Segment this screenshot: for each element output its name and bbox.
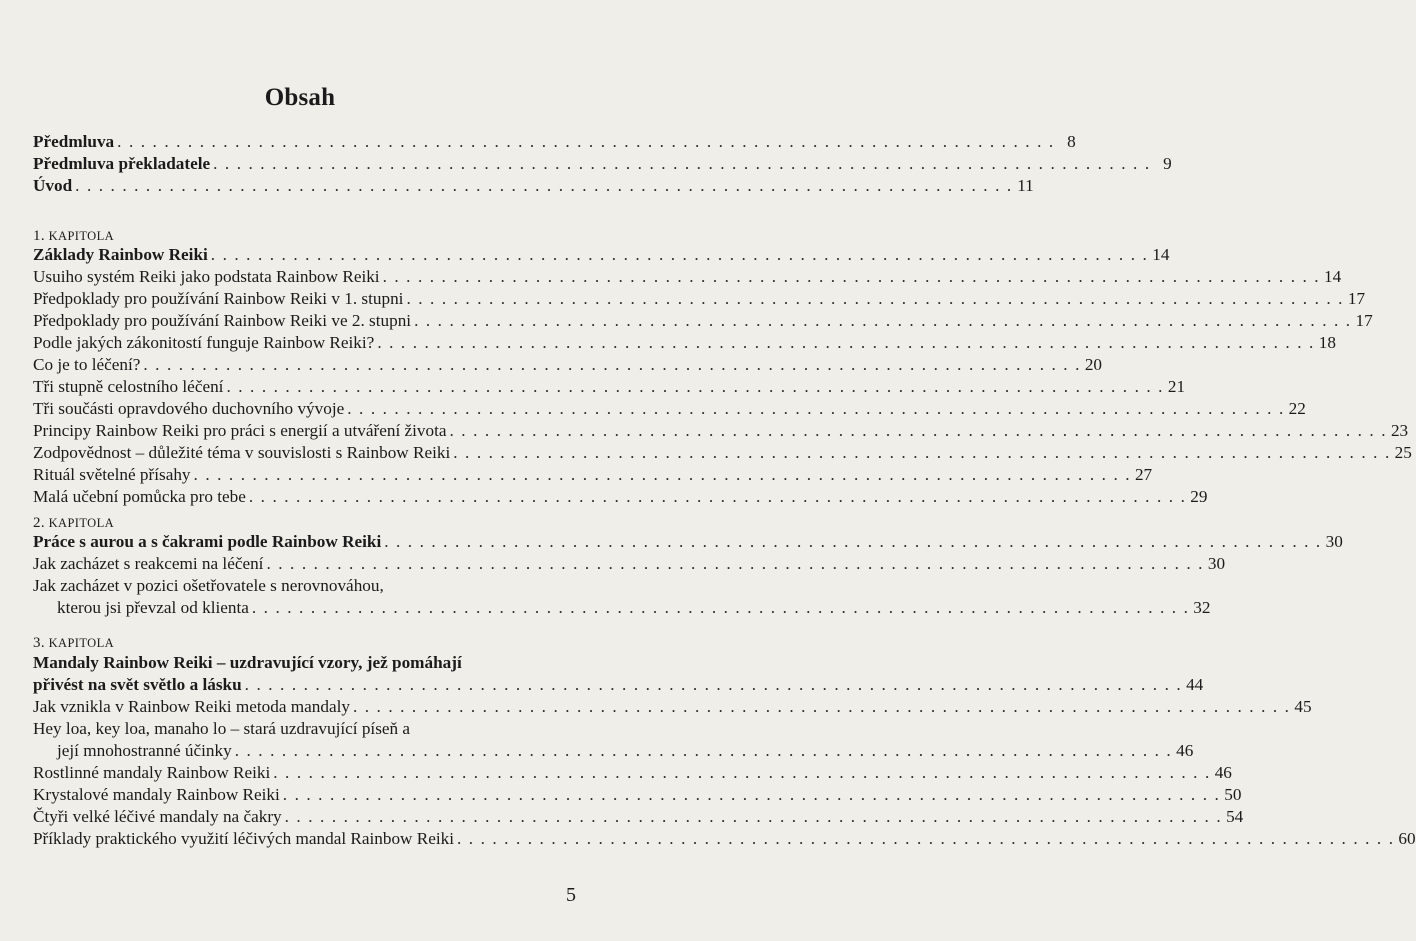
- toc-entry: [33, 398, 1306, 420]
- toc-entry-title: Jak vznikla v Rainbow Reiki metoda mandaly: [33, 697, 350, 716]
- toc-leader-dots: . . . . . . . . . . . . . . . . . . . . . . . . . . . . . . . . . . . . . . . . . . . . . . . . . . . . . . . . . . . . . . . . . . . . . . . . . . . . . . . .: [244, 675, 1183, 694]
- toc-leader-dots: . . . . . . . . . . . . . . . . . . . . . . . . . . . . . . . . . . . . . . . . . . . . . . . . . . . . . . . . . . . . . . . . . . . . . . . . . . . . . . . .: [352, 697, 1291, 716]
- toc-entry-foreword: [33, 131, 1076, 153]
- toc-entry-page: 25: [1394, 443, 1412, 462]
- toc-entry-title: Zodpovědnost – důležité téma v souvislosti s Rainbow Reiki: [33, 443, 451, 462]
- toc-entry-title: Malá učební pomůcka pro tebe: [33, 487, 246, 506]
- toc-leader-dots: . . . . . . . . . . . . . . . . . . . . . . . . . . . . . . . . . . . . . . . . . . . . . . . . . . . . . . . . . . . . . . . . . . . . . . . . . . . . . . . .: [213, 154, 1151, 173]
- chapter-heading-1: [33, 228, 114, 244]
- toc-entry-title: Usuiho systém Reiki jako podstata Rainbow Reiki: [33, 267, 380, 286]
- chapter-number: 1.: [33, 228, 46, 244]
- toc-leader-dots: . . . . . . . . . . . . . . . . . . . . . . . . . . . . . . . . . . . . . . . . . . . . . . . . . . . . . . . . . . . . . . . . . . . . . . . . . . . . . . . .: [117, 132, 1055, 151]
- toc-entry-title: Základy Rainbow Reiki: [33, 245, 208, 264]
- toc-entry-page: 27: [1134, 465, 1153, 484]
- toc-entry-title: Tři součásti opravdového duchovního vývoje: [33, 399, 345, 418]
- toc-entry-continuation: [57, 597, 1211, 619]
- toc-entry-title: Jak zacházet s reakcemi na léčení: [33, 554, 264, 573]
- toc-entry-title: Předmluva: [33, 132, 115, 151]
- toc-leader-dots: . . . . . . . . . . . . . . . . . . . . . . . . . . . . . . . . . . . . . . . . . . . . . . . . . . . . . . . . . . . . . . . . . . . . . . . . . . . . . . . .: [75, 176, 1013, 195]
- toc-entry-page: 29: [1190, 487, 1208, 506]
- toc-entry-title: Předpoklady pro používání Rainbow Reiki v 1. stupni: [33, 289, 404, 308]
- toc-entry-page: 32: [1193, 598, 1211, 617]
- toc-entry-page: 46: [1176, 741, 1194, 760]
- toc-leader-dots: . . . . . . . . . . . . . . . . . . . . . . . . . . . . . . . . . . . . . . . . . . . . . . . . . . . . . . . . . . . . . . . . . . . . . . . . . . . . . . . .: [384, 532, 1322, 551]
- toc-entry: [33, 266, 1342, 288]
- toc-entry-title: Rituál světelné přísahy: [33, 465, 191, 484]
- toc-leader-dots: . . . . . . . . . . . . . . . . . . . . . . . . . . . . . . . . . . . . . . . . . . . . . . . . . . . . . . . . . . . . . . . . . . . . . . . . . . . . . . . .: [377, 333, 1315, 352]
- toc-entry-title: Předmluva překladatele: [33, 154, 211, 173]
- toc-entry-title: Čtyři velké léčivé mandaly na čakry: [33, 807, 282, 826]
- toc-leader-dots: . . . . . . . . . . . . . . . . . . . . . . . . . . . . . . . . . . . . . . . . . . . . . . . . . . . . . . . . . . . . . . . . . . . . . . . . . . . . . . . .: [382, 267, 1321, 286]
- toc-entry-title: Krystalové mandaly Rainbow Reiki: [33, 785, 280, 804]
- toc-leader-dots: . . . . . . . . . . . . . . . . . . . . . . . . . . . . . . . . . . . . . . . . . . . . . . . . . . . . . . . . . . . . . . . . . . . . . . . . . . . . . . . .: [347, 399, 1285, 418]
- chapter-number: 3.: [33, 635, 46, 651]
- toc-entry: [33, 442, 1412, 464]
- toc-entry: [33, 288, 1366, 310]
- toc-entry-title: Jak zacházet v pozici ošetřovatele s nerovnováhou,: [33, 576, 384, 595]
- chapter-label: KAPITOLA: [48, 229, 115, 243]
- toc-entry-introduction: [33, 175, 1034, 197]
- toc-entry-title: její mnohostranné účinky: [57, 741, 232, 760]
- toc-entry-page: 30: [1207, 554, 1226, 573]
- toc-entry: [33, 244, 1170, 266]
- toc-leader-dots: . . . . . . . . . . . . . . . . . . . . . . . . . . . . . . . . . . . . . . . . . . . . . . . . . . . . . . . . . . . . . . . . . . . . . . . . . . . . . . . .: [226, 377, 1165, 396]
- toc-leader-dots: . . . . . . . . . . . . . . . . . . . . . . . . . . . . . . . . . . . . . . . . . . . . . . . . . . . . . . . . . . . . . . . . . . . . . . . . . . . . . . . .: [210, 245, 1149, 264]
- toc-entry: [33, 464, 1153, 486]
- toc-entry-title: Předpoklady pro používání Rainbow Reiki ve 2. stupni: [33, 311, 412, 330]
- toc-leader-dots: . . . . . . . . . . . . . . . . . . . . . . . . . . . . . . . . . . . . . . . . . . . . . . . . . . . . . . . . . . . . . . . . . . . . . . . . . . . . . . . .: [143, 355, 1081, 374]
- toc-entry: [33, 354, 1102, 376]
- toc-entry-page: 14: [1152, 245, 1170, 264]
- toc-entry: [33, 762, 1232, 784]
- chapter-label: KAPITOLA: [48, 636, 115, 650]
- toc-leader-dots: . . . . . . . . . . . . . . . . . . . . . . . . . . . . . . . . . . . . . . . . . . . . . . . . . . . . . . . . . . . . . . . . . . . . . . . . . . . . . . . .: [284, 807, 1223, 826]
- toc-leader-dots: . . . . . . . . . . . . . . . . . . . . . . . . . . . . . . . . . . . . . . . . . . . . . . . . . . . . . . . . . . . . . . . . . . . . . . . . . . . . . . . .: [266, 554, 1205, 573]
- toc-entry-page: 44: [1186, 675, 1204, 694]
- page-title: Obsah: [264, 84, 336, 111]
- toc-entry-page: 14: [1324, 267, 1342, 286]
- toc-entry: [33, 310, 1373, 332]
- toc-entry-title: Práce s aurou a s čakrami podle Rainbow Reiki: [33, 532, 382, 551]
- toc-entry-page: 46: [1214, 763, 1232, 782]
- toc-entry-title: Principy Rainbow Reiki pro práci s energií a utváření života: [33, 421, 447, 440]
- chapter-number: 2.: [33, 515, 46, 531]
- toc-entry-title: Příklady praktického využití léčivých mandal Rainbow Reiki: [33, 829, 454, 848]
- chapter-label: KAPITOLA: [48, 516, 115, 530]
- toc-entry: [33, 828, 1416, 850]
- toc-entry: [33, 531, 1343, 553]
- toc-entry-translator-foreword: [33, 153, 1172, 175]
- toc-leader-dots: . . . . . . . . . . . . . . . . . . . . . . . . . . . . . . . . . . . . . . . . . . . . . . . . . . . . . . . . . . . . . . . . . . . . . . . . . . . . . . . .: [248, 487, 1187, 506]
- toc-entry: [33, 806, 1244, 828]
- toc-entry-page: 9: [1163, 154, 1172, 173]
- toc-entry: [33, 332, 1336, 354]
- toc-entry: [33, 718, 561, 740]
- toc-entry: [33, 420, 1409, 442]
- toc-entry-page: 30: [1325, 532, 1343, 551]
- toc-entry-page: 18: [1318, 333, 1336, 352]
- toc-leader-dots: . . . . . . . . . . . . . . . . . . . . . . . . . . . . . . . . . . . . . . . . . . . . . . . . . . . . . . . . . . . . . . . . . . . . . . . . . . . . . . . .: [453, 443, 1391, 462]
- toc-entry-page: 17: [1355, 311, 1373, 330]
- toc-entry-title: Mandaly Rainbow Reiki – uzdravující vzory, jež pomáhají: [33, 653, 462, 672]
- toc-entry-title: Úvod: [33, 176, 73, 195]
- toc-entry-title: Tři stupně celostního léčení: [33, 377, 224, 396]
- toc-entry-title: Rostlinné mandaly Rainbow Reiki: [33, 763, 271, 782]
- toc-entry-title: Co je to léčení?: [33, 355, 141, 374]
- toc-entry-page: 50: [1224, 785, 1242, 804]
- toc-entry-title: Hey loa, key loa, manaho lo – stará uzdravující píseň a: [33, 719, 411, 738]
- toc-entry-page: 11: [1017, 176, 1034, 195]
- toc-entry-page: 8: [1067, 132, 1076, 151]
- toc-entry-page: 17: [1347, 289, 1366, 308]
- toc-leader-dots: . . . . . . . . . . . . . . . . . . . . . . . . . . . . . . . . . . . . . . . . . . . . . . . . . . . . . . . . . . . . . . . . . . . . . . . . . . . . . . . .: [251, 598, 1190, 617]
- toc-leader-dots: . . . . . . . . . . . . . . . . . . . . . . . . . . . . . . . . . . . . . . . . . . . . . . . . . . . . . . . . . . . . . . . . . . . . . . . . . . . . . . . .: [234, 741, 1173, 760]
- toc-entry-page: 21: [1167, 377, 1186, 396]
- toc-entry: [33, 553, 1226, 575]
- toc-leader-dots: . . . . . . . . . . . . . . . . . . . . . . . . . . . . . . . . . . . . . . . . . . . . . . . . . . . . . . . . . . . . . . . . . . . . . . . . . . . . . . . .: [414, 311, 1352, 330]
- toc-entry-page: 45: [1294, 697, 1312, 716]
- chapter-heading-3: [33, 635, 114, 651]
- toc-entry: [33, 784, 1242, 806]
- toc-leader-dots: . . . . . . . . . . . . . . . . . . . . . . . . . . . . . . . . . . . . . . . . . . . . . . . . . . . . . . . . . . . . . . . . . . . . . . . . . . . . . . . .: [193, 465, 1132, 484]
- toc-entry-title: kterou jsi převzal od klienta: [57, 598, 249, 617]
- toc-entry-page: 54: [1226, 807, 1244, 826]
- toc-entry-page: 60: [1398, 829, 1416, 848]
- toc-leader-dots: . . . . . . . . . . . . . . . . . . . . . . . . . . . . . . . . . . . . . . . . . . . . . . . . . . . . . . . . . . . . . . . . . . . . . . . . . . . . . . . .: [449, 421, 1388, 440]
- toc-entry-title: Podle jakých zákonitostí funguje Rainbow Reiki?: [33, 333, 375, 352]
- toc-entry-continuation: [33, 674, 1204, 696]
- toc-entry: [33, 575, 561, 597]
- toc-entry-title: přivést na svět světlo a lásku: [33, 675, 242, 694]
- chapter-heading-2: [33, 515, 114, 531]
- toc-leader-dots: . . . . . . . . . . . . . . . . . . . . . . . . . . . . . . . . . . . . . . . . . . . . . . . . . . . . . . . . . . . . . . . . . . . . . . . . . . . . . . . .: [273, 763, 1211, 782]
- toc-entry: [33, 696, 1312, 718]
- page-number: 5: [566, 884, 576, 906]
- toc-leader-dots: . . . . . . . . . . . . . . . . . . . . . . . . . . . . . . . . . . . . . . . . . . . . . . . . . . . . . . . . . . . . . . . . . . . . . . . . . . . . . . . .: [406, 289, 1345, 308]
- toc-leader-dots: . . . . . . . . . . . . . . . . . . . . . . . . . . . . . . . . . . . . . . . . . . . . . . . . . . . . . . . . . . . . . . . . . . . . . . . . . . . . . . . .: [282, 785, 1221, 804]
- toc-entry-page: 20: [1084, 355, 1102, 374]
- toc-entry-page: 23: [1390, 421, 1409, 440]
- toc-entry: [33, 376, 1186, 398]
- toc-entry-continuation: [57, 740, 1194, 762]
- toc-entry-page: 22: [1288, 399, 1306, 418]
- toc-leader-dots: . . . . . . . . . . . . . . . . . . . . . . . . . . . . . . . . . . . . . . . . . . . . . . . . . . . . . . . . . . . . . . . . . . . . . . . . . . . . . . . .: [457, 829, 1395, 848]
- toc-entry: [33, 652, 561, 674]
- toc-entry: [33, 486, 1208, 508]
